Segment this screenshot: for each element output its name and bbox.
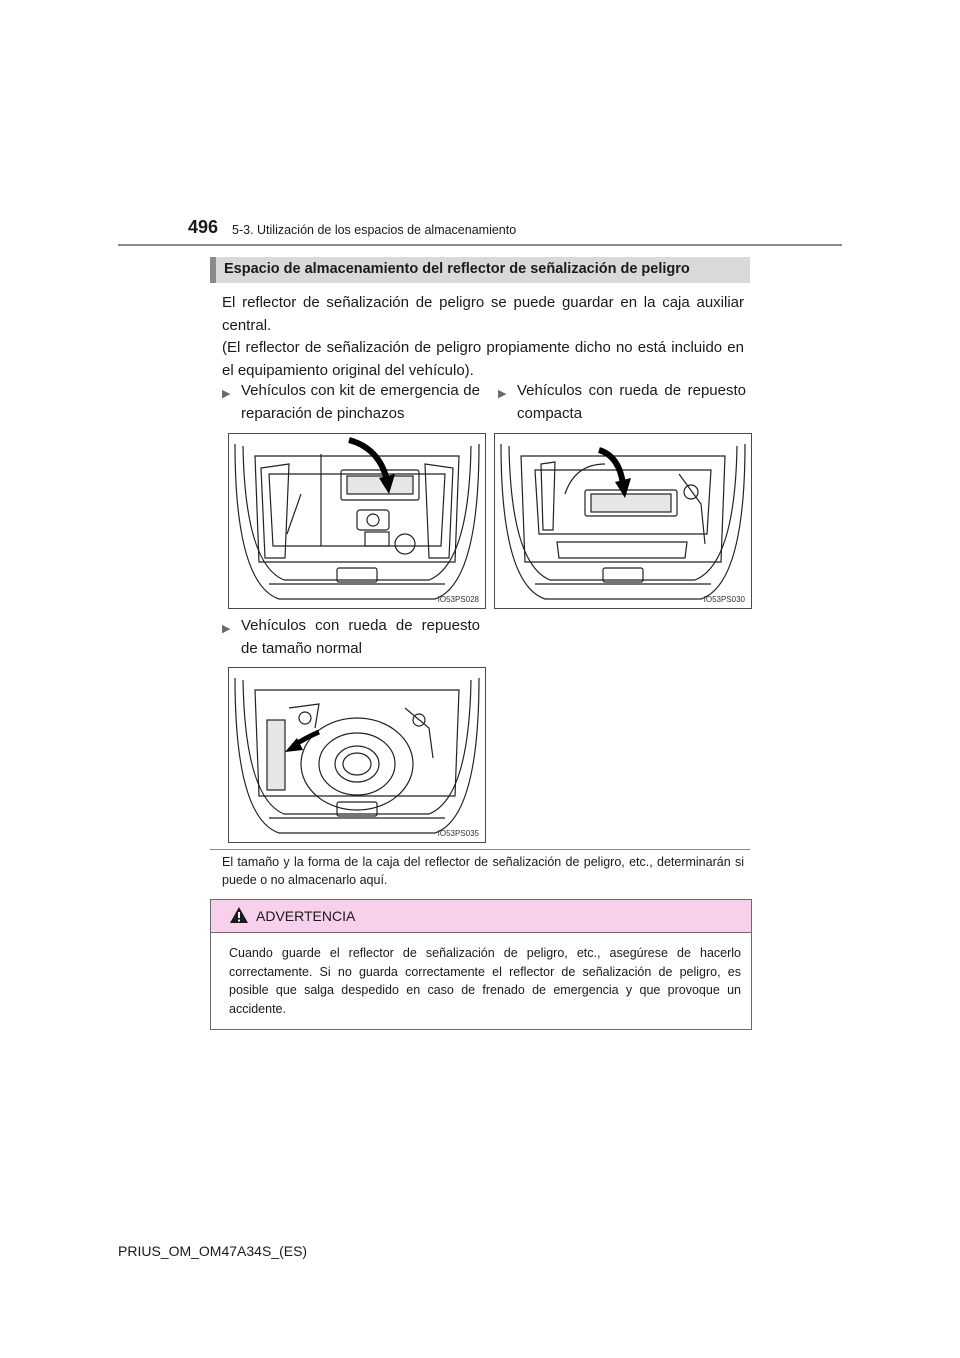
bullet-text: Vehículos con rueda de repuesto compacta — [517, 382, 746, 422]
note-text: El tamaño y la forma de la caja del reflector de señalización de peligro, etc., determinarán si puede o no almacenarlo aquí. — [222, 855, 744, 887]
bullet-arrow-icon: ▶ — [222, 623, 231, 635]
heading-text: Espacio de almacenamiento del reflector de señalización de peligro — [224, 261, 690, 277]
bullet-compact-spare — [498, 379, 746, 425]
intro-text — [222, 292, 744, 382]
bullet-arrow-icon: ▶ — [222, 388, 231, 400]
bullet-repair-kit — [222, 379, 480, 425]
warning-title: ADVERTENCIA — [256, 908, 356, 924]
bullet-text: Vehículos con kit de emergencia de reparación de pinchazos — [241, 382, 480, 422]
figure-code: IO53PS030 — [703, 595, 745, 604]
figure-code: IO53PS028 — [437, 595, 479, 604]
intro-paragraph-1: El reflector de señalización de peligro se puede guardar en la caja auxiliar central. — [222, 294, 744, 334]
warning-body: Cuando guarde el reflector de señalización de peligro, etc., asegúrese de hacerlo correctamente. Si no guarda correctamente el reflector de señalización de peligro, es posible que salga despedido en caso de frenado de emergencia y que provoque un accidente. — [229, 946, 741, 1016]
warning-header — [211, 900, 751, 933]
figure-compact-spare — [494, 433, 752, 609]
trunk-repair-kit-illustration — [229, 434, 485, 608]
figure-full-size-spare — [228, 667, 486, 843]
trunk-compact-spare-illustration — [495, 434, 751, 608]
intro-paragraph-2: (El reflector de señalización de peligro propiamente dicho no está incluido en el equipamiento original del vehículo). — [222, 339, 744, 379]
bullet-arrow-icon: ▶ — [498, 388, 507, 400]
figure-code: IO53PS035 — [437, 829, 479, 838]
warning-box — [210, 899, 752, 1030]
trunk-full-size-spare-illustration — [229, 668, 485, 842]
section-heading — [210, 257, 750, 283]
heading-accent — [210, 257, 216, 283]
note-divider — [210, 849, 750, 850]
bullet-text: Vehículos con rueda de repuesto de tamaño normal — [241, 617, 480, 657]
section-title: 5-3. Utilización de los espacios de almacenamiento — [232, 223, 517, 237]
bullet-full-size-spare — [222, 614, 480, 660]
figure-repair-kit — [228, 433, 486, 609]
page-number: 496 — [188, 217, 219, 237]
warning-triangle-icon — [229, 906, 249, 924]
footer-code: PRIUS_OM_OM47A34S_(ES) — [118, 1243, 308, 1259]
header-divider — [118, 244, 842, 246]
